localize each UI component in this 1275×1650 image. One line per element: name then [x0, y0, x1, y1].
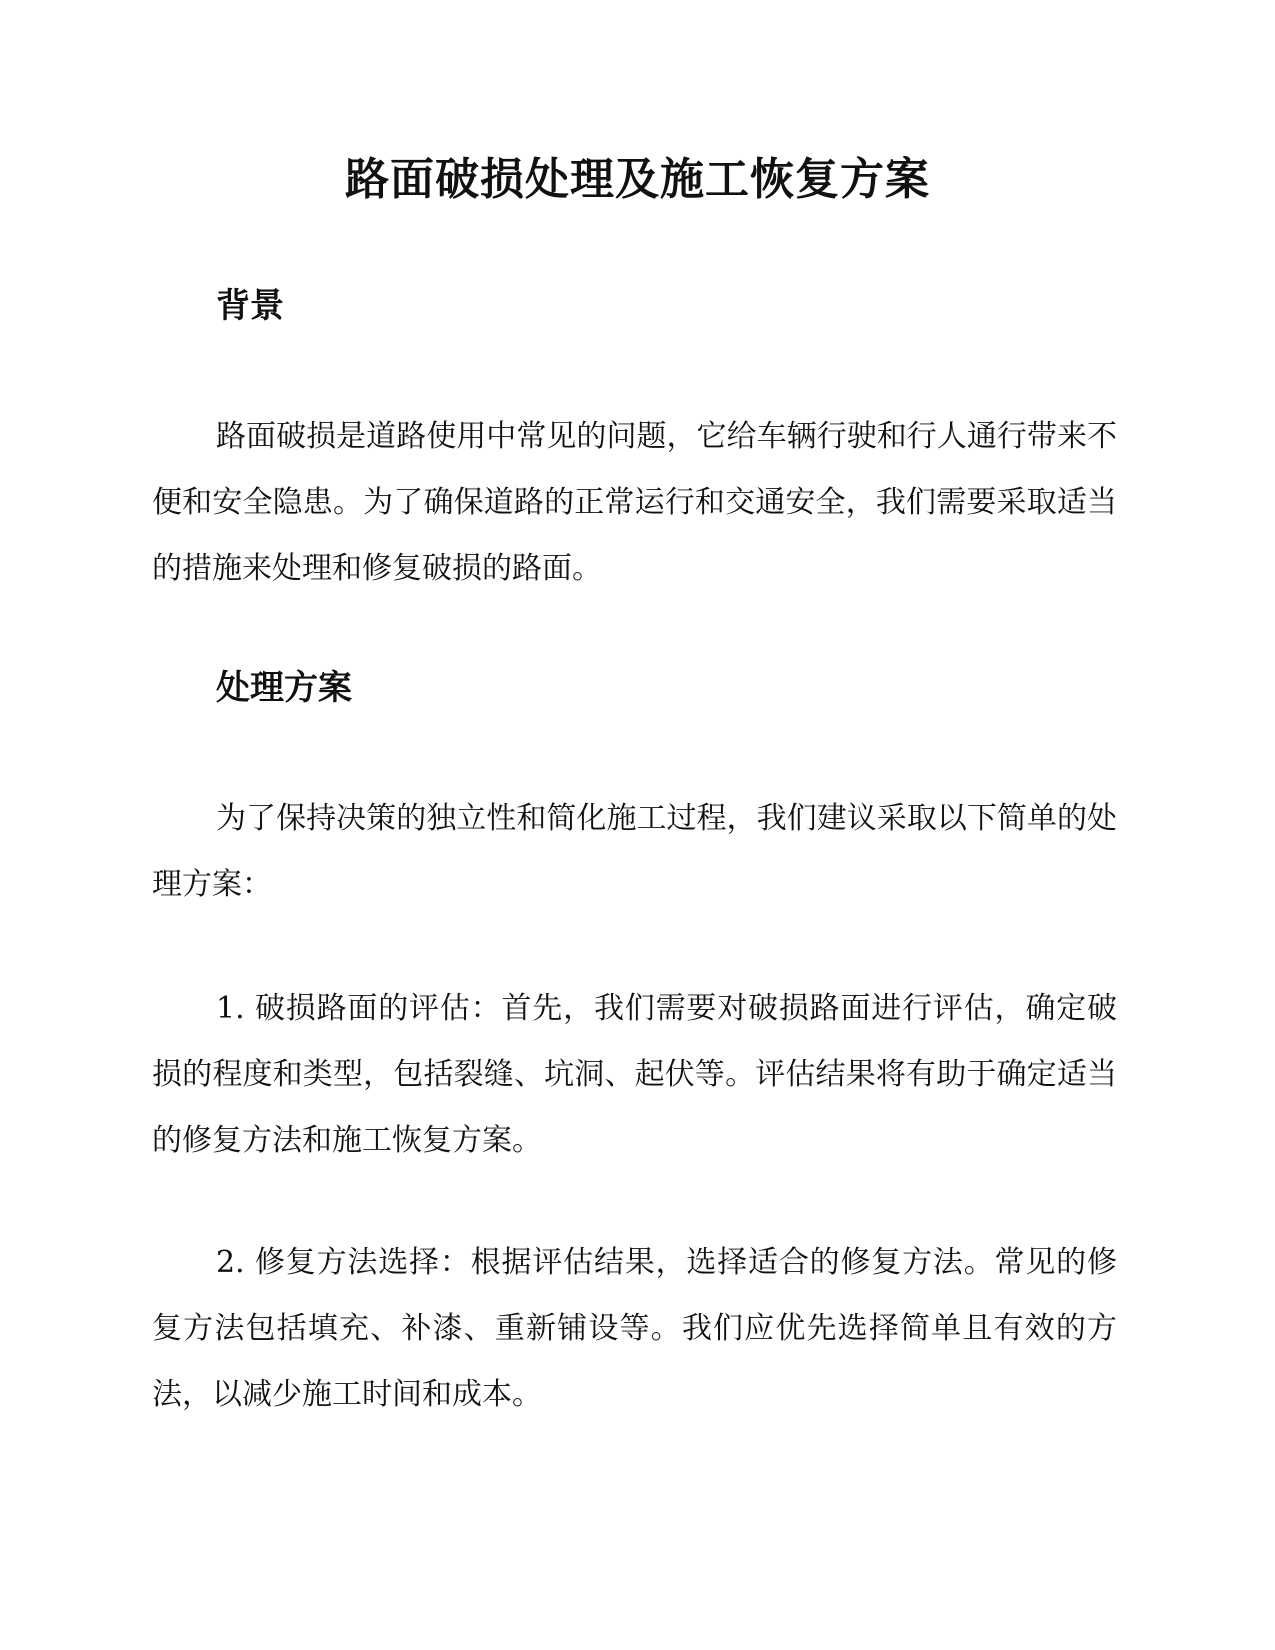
paragraph-plan-step-2: 2. 修复方法选择：根据评估结果，选择适合的修复方法。常见的修复方法包括填充、补漆、重新铺设等。我们应优先选择简单且有效的方法，以减少施工时间和成本。 [152, 1245, 1117, 1412]
document-title: 路面破损处理及施工恢复方案 [345, 154, 930, 205]
paragraph-background: 路面破损是道路使用中常见的问题，它给车辆行驶和行人通行带来不便和安全隐患。为了确保道路的正常运行和交通安全，我们需要采取适当的措施来处理和修复破损的路面。 [152, 419, 1117, 586]
paragraph-plan-intro: 为了保持决策的独立性和简化施工过程，我们建议采取以下简单的处理方案： [152, 801, 1117, 902]
paragraph-plan-step-1: 1. 破损路面的评估：首先，我们需要对破损路面进行评估，确定破损的程度和类型，包括裂缝、坑洞、起伏等。评估结果将有助于确定适当的修复方法和施工恢复方案。 [152, 991, 1117, 1158]
section-heading-plan: 处理方案 [216, 668, 352, 708]
section-heading-background: 背景 [216, 286, 284, 326]
